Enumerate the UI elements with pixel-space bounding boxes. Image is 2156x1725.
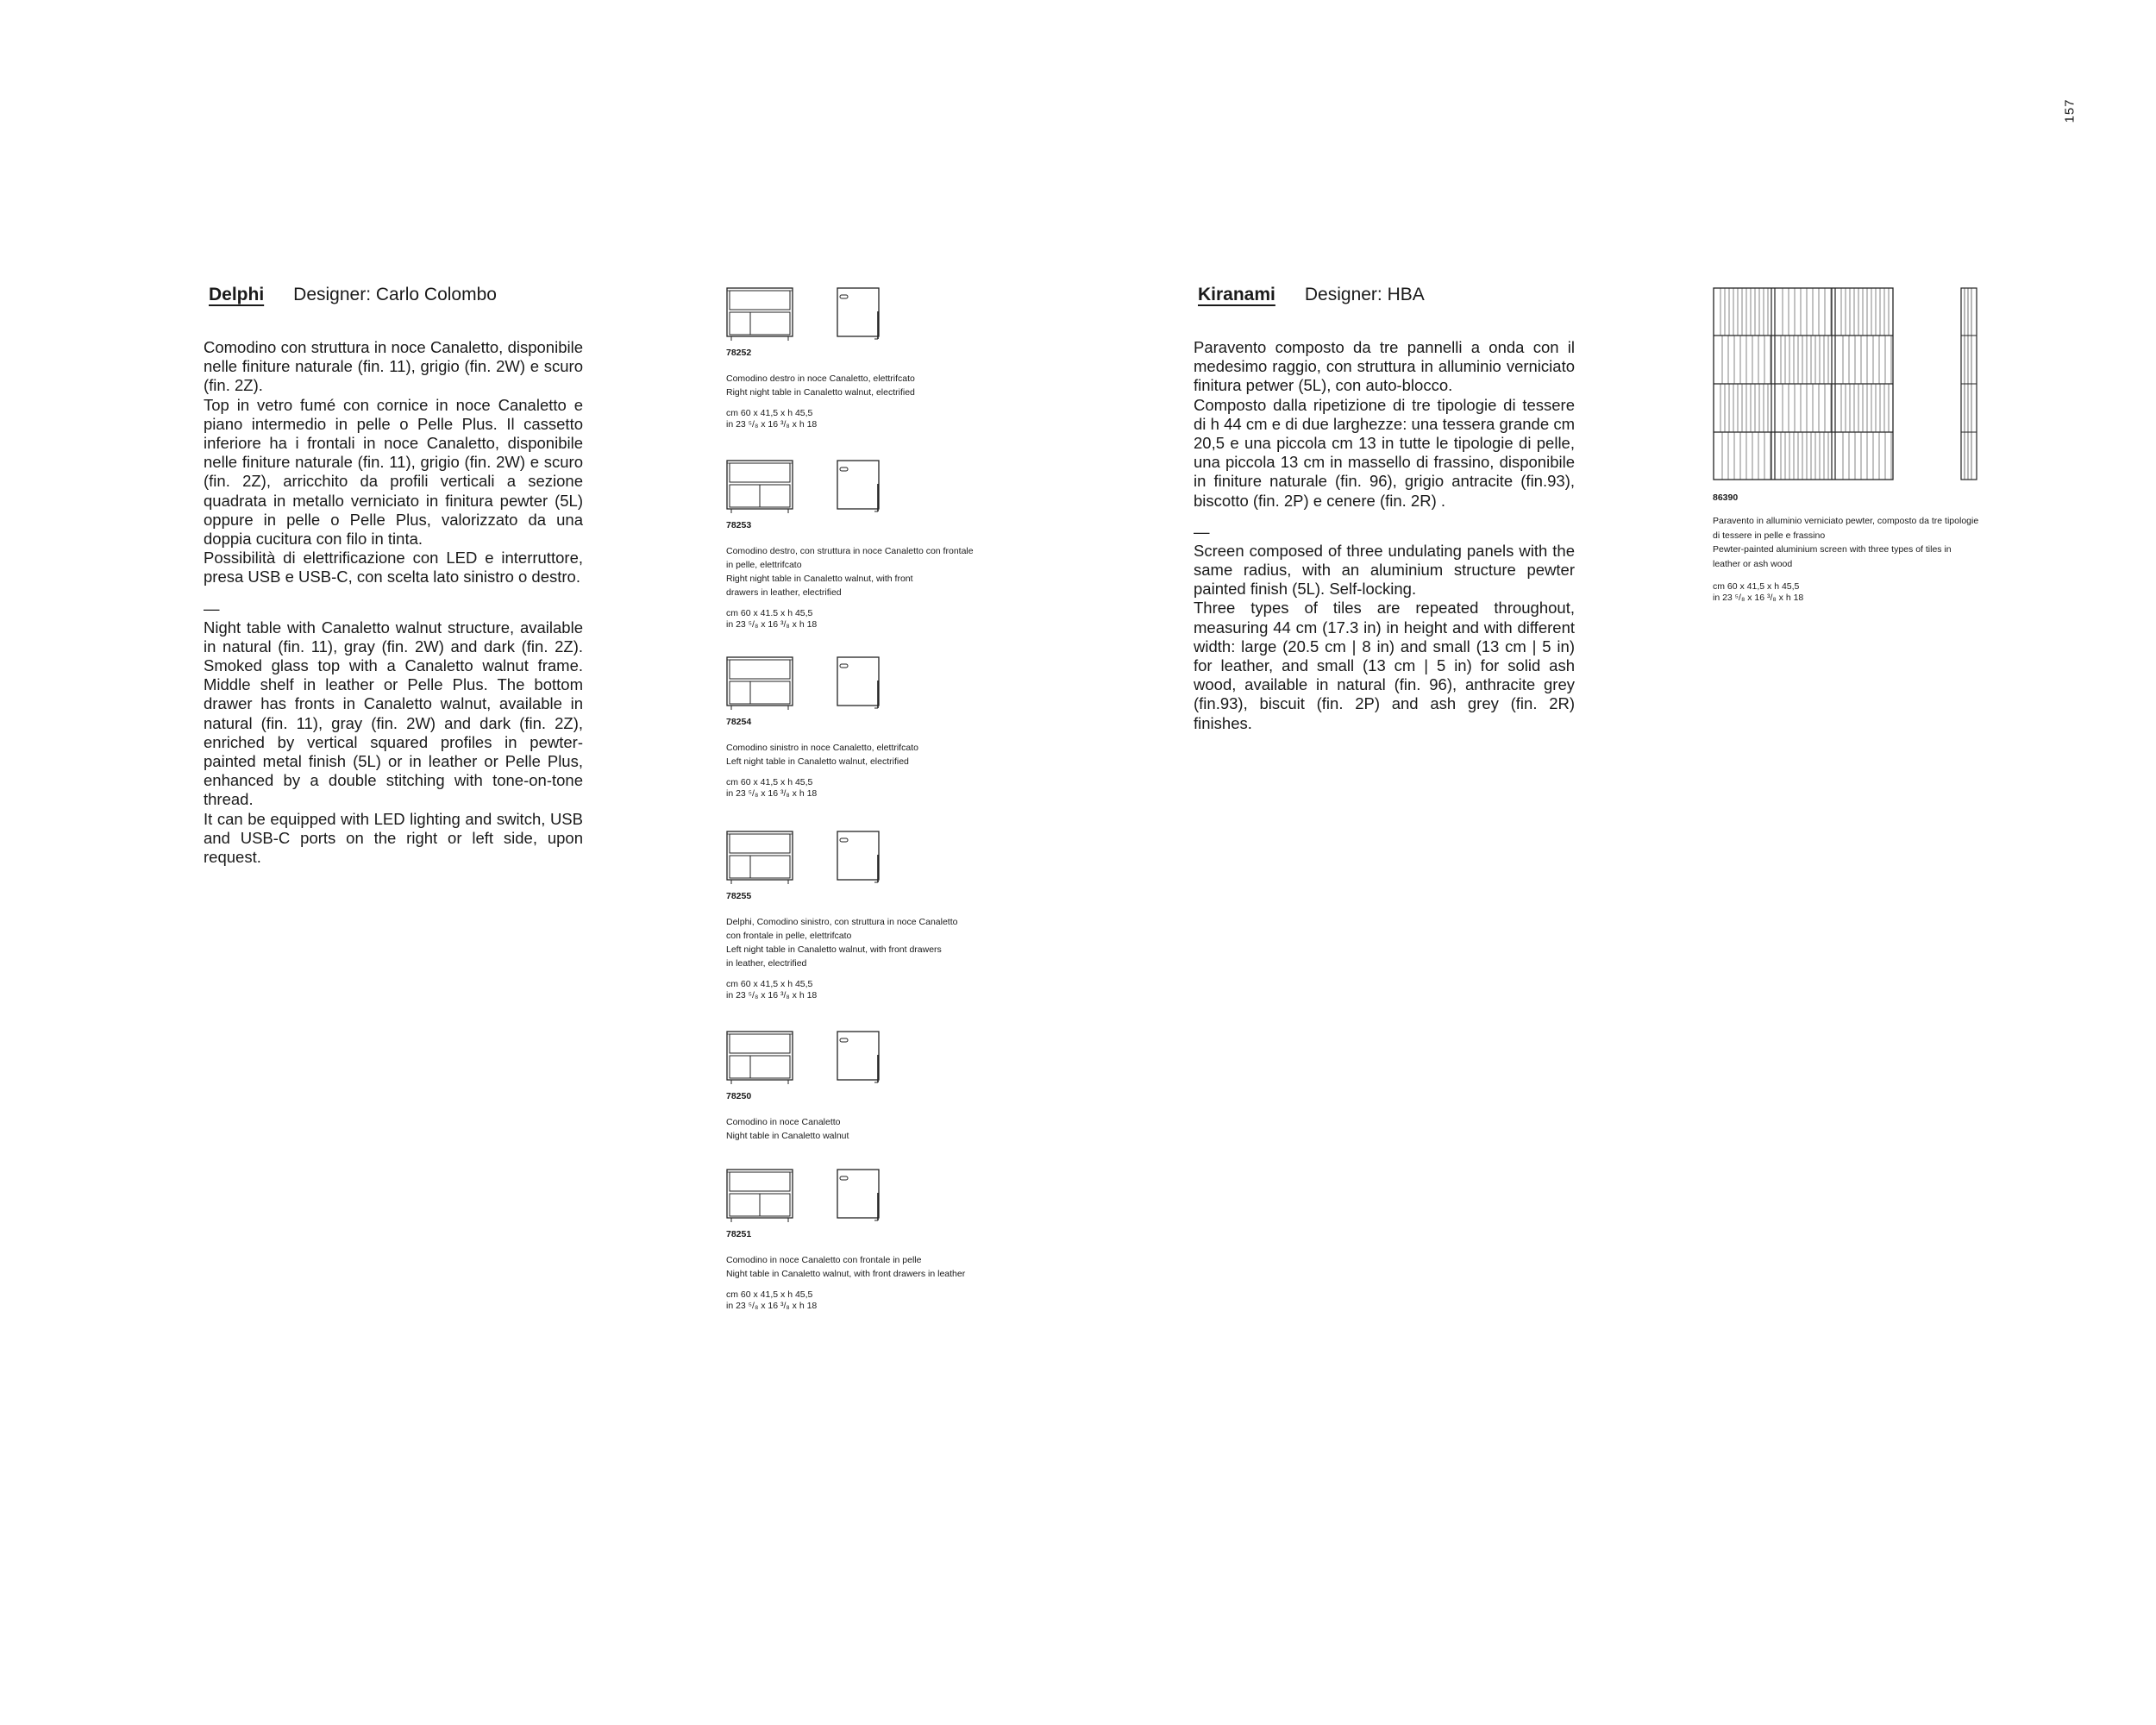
screen-product bbox=[1713, 287, 2032, 604]
screen-front-view-drawing bbox=[1713, 287, 1894, 482]
product-drawings bbox=[726, 656, 1054, 712]
product-code: 86390 bbox=[1713, 492, 1739, 503]
side-view-drawing bbox=[837, 460, 881, 515]
front-view-drawing bbox=[726, 656, 795, 712]
product-caption bbox=[726, 372, 1054, 399]
dimension-line: cm 60 x 41,5 x h 45,5 bbox=[726, 408, 813, 418]
delphi-it-paragraph: Top in vetro fumé con cornice in noce Canaletto e piano intermedio in pelle o Pelle Plus. Il cassetto inferiore ha i frontali in noce Canaletto, disponibile nelle finiture naturale (fin. 11), grigio (fin. 2W) e scuro (fin. 2Z), arricchito da profili verticali a sezione quadrata in metallo verniciato in finitura pewter (5L) oppure in pelle o Pelle Plus, valorizzato da una doppia cucitura con filo in tinta. bbox=[204, 395, 583, 549]
product-code: 78255 bbox=[726, 891, 752, 901]
product-name: Delphi bbox=[209, 285, 265, 304]
caption-line: Comodino in noce Canaletto con frontale in pelle bbox=[726, 1255, 922, 1265]
dimension-line: cm 60 x 41,5 x h 45,5 bbox=[726, 777, 813, 787]
screen-drawings bbox=[1713, 287, 2032, 482]
dimension-line: in 23 ⁵/₈ x 16 ³/₈ x h 18 bbox=[726, 990, 818, 1000]
kiranami-header bbox=[1198, 285, 1425, 305]
product-drawings bbox=[726, 287, 1054, 342]
product-dimensions bbox=[1713, 581, 2032, 604]
product-drawings bbox=[726, 1169, 1054, 1224]
caption-line: Pewter-painted aluminium screen with three types of tiles in bbox=[1713, 544, 1952, 555]
side-view-drawing bbox=[837, 656, 881, 712]
caption-line: Paravento in alluminio verniciato pewter, composto da tre tipologie bbox=[1713, 516, 1979, 526]
delphi-header bbox=[209, 285, 497, 305]
dimension-line: cm 60 x 41,5 x h 45,5 bbox=[726, 979, 813, 989]
dimension-line: cm 60 x 41,5 x h 45,5 bbox=[726, 1289, 813, 1300]
front-view-drawing bbox=[726, 831, 795, 886]
dimension-line: in 23 ⁵/₈ x 16 ³/₈ x h 18 bbox=[726, 788, 818, 799]
caption-line: Right night table in Canaletto walnut, electrified bbox=[726, 387, 915, 398]
delphi-it-paragraph: Comodino con struttura in noce Canaletto, disponibile nelle finiture naturale (fin. 11), grigio (fin. 2W) e scuro (fin. 2Z). bbox=[204, 338, 583, 395]
side-view-drawing bbox=[837, 1031, 881, 1086]
side-view-drawing bbox=[837, 287, 881, 342]
product-item bbox=[726, 656, 1054, 800]
product-dimensions bbox=[726, 408, 1054, 430]
delphi-en-paragraph: Night table with Canaletto walnut structure, available in natural (fin. 11), gray (fin. 2W) and dark (fin. 2Z). Smoked glass top with a Canaletto walnut frame. Middle shelf in leather or Pelle Plus. The bottom drawer has fronts in Canaletto walnut, available in natural (fin. 11), gray (fin. 2W) and dark (fin. 2Z), enriched by vertical squared profiles in pewter-painted metal finish (5L) or in leather or Pelle Plus, enhanced by a double stitching with tone-on-tone thread. bbox=[204, 618, 583, 809]
front-view-drawing bbox=[726, 287, 795, 342]
caption-line: con frontale in pelle, elettrifcato bbox=[726, 931, 852, 941]
product-code: 78252 bbox=[726, 348, 752, 358]
side-view-drawing bbox=[837, 831, 881, 886]
delphi-en-paragraph: It can be equipped with LED lighting and switch, USB and USB-C ports on the right or left side, upon request. bbox=[204, 809, 583, 867]
front-view-drawing bbox=[726, 460, 795, 515]
caption-line: drawers in leather, electrified bbox=[726, 587, 842, 598]
product-drawings bbox=[726, 831, 1054, 886]
caption-line: in pelle, elettrifcato bbox=[726, 560, 802, 570]
product-item bbox=[726, 287, 1054, 430]
product-code: 78254 bbox=[726, 717, 752, 727]
product-drawings bbox=[726, 460, 1054, 515]
delphi-it-paragraph: Possibilità di elettrificazione con LED e interruttore, presa USB e USB-C, con scelta lato sinistro o destro. bbox=[204, 549, 583, 586]
caption-line: in leather, electrified bbox=[726, 958, 807, 969]
product-drawings bbox=[726, 1031, 1054, 1086]
product-item bbox=[726, 1031, 1054, 1143]
kiranami-en-paragraph: Screen composed of three undulating panels with the same radius, with an aluminium structure pewter painted finish (5L). Self-locking. bbox=[1194, 541, 1575, 599]
kiranami-description bbox=[1194, 338, 1575, 733]
kiranami-en-paragraph: Three types of tiles are repeated throughout, measuring 44 cm (17.3 in) in height and with different width: large (20.5 cm | 8 in) and small (13 cm | 5 in) for leather, and small (13 cm | 5 in) for solid ash wood, available in natural (fin. 96), anthracite grey (fin.93), biscuit (fin. 2P) and ash grey (fin. 2R) finishes. bbox=[1194, 599, 1575, 732]
product-caption bbox=[726, 1115, 1054, 1143]
designer-name: Designer: Carlo Colombo bbox=[293, 285, 497, 304]
page-number: 157 bbox=[2062, 98, 2078, 123]
product-caption bbox=[726, 1253, 1054, 1281]
caption-line: Night table in Canaletto walnut, with front drawers in leather bbox=[726, 1269, 966, 1279]
caption-line: leather or ash wood bbox=[1713, 558, 1793, 569]
product-caption bbox=[1713, 514, 2032, 571]
front-view-drawing bbox=[726, 1169, 795, 1224]
dimension-line: cm 60 x 41,5 x h 45,5 bbox=[1713, 581, 1800, 592]
product-item bbox=[726, 831, 1054, 1001]
caption-line: Night table in Canaletto walnut bbox=[726, 1131, 849, 1141]
front-view-drawing bbox=[726, 1031, 795, 1086]
product-item bbox=[726, 460, 1054, 630]
caption-line: Comodino destro, con struttura in noce Canaletto con frontale bbox=[726, 546, 974, 556]
product-dimensions bbox=[726, 777, 1054, 800]
caption-line: Right night table in Canaletto walnut, with front bbox=[726, 574, 913, 584]
dimension-line: in 23 ⁵/₈ x 16 ³/₈ x h 18 bbox=[726, 1301, 818, 1311]
designer-name: Designer: HBA bbox=[1304, 285, 1425, 304]
product-code: 78253 bbox=[726, 520, 752, 530]
kiranami-it-paragraph: Composto dalla ripetizione di tre tipologie di tessere di h 44 cm e di due larghezze: una tessera grande cm 20,5 e una piccola cm 13 in tutte le tipologie di pelle, una piccola 13 cm in massello di frassino, disponibile in finiture naturale (fin. 96), grigio antracite (fin.93), biscotto (fin. 2P) e cenere (fin. 2R) . bbox=[1194, 395, 1575, 510]
product-caption bbox=[726, 915, 1054, 970]
dimension-line: cm 60 x 41.5 x h 45,5 bbox=[726, 608, 813, 618]
separator: — bbox=[204, 599, 220, 618]
product-name: Kiranami bbox=[1198, 285, 1275, 304]
dimension-line: in 23 ⁵/₈ x 16 ³/₈ x h 18 bbox=[726, 419, 818, 430]
product-item bbox=[726, 1169, 1054, 1312]
caption-line: Left night table in Canaletto walnut, electrified bbox=[726, 756, 909, 767]
separator: — bbox=[1194, 522, 1210, 541]
caption-line: Left night table in Canaletto walnut, with front drawers bbox=[726, 944, 942, 955]
caption-line: Delphi, Comodino sinistro, con struttura in noce Canaletto bbox=[726, 917, 958, 927]
caption-line: Comodino destro in noce Canaletto, elettrifcato bbox=[726, 373, 915, 384]
caption-line: Comodino sinistro in noce Canaletto, elettrifcato bbox=[726, 743, 918, 753]
product-dimensions bbox=[726, 608, 1054, 630]
dimension-line: in 23 ⁵/₈ x 16 ³/₈ x h 18 bbox=[1713, 593, 1804, 603]
caption-line: di tessere in pelle e frassino bbox=[1713, 530, 1826, 541]
side-view-drawing bbox=[837, 1169, 881, 1224]
product-code: 78250 bbox=[726, 1091, 752, 1101]
caption-line: Comodino in noce Canaletto bbox=[726, 1117, 841, 1127]
dimension-line: in 23 ⁵/₈ x 16 ³/₈ x h 18 bbox=[726, 619, 818, 630]
product-dimensions bbox=[726, 979, 1054, 1001]
kiranami-it-paragraph: Paravento composto da tre pannelli a onda con il medesimo raggio, con struttura in alluminio verniciato finitura petwer (5L), con auto-blocco. bbox=[1194, 338, 1575, 395]
screen-side-view-drawing bbox=[1959, 287, 1980, 482]
delphi-description bbox=[204, 338, 583, 867]
product-caption bbox=[726, 544, 1054, 599]
product-dimensions bbox=[726, 1289, 1054, 1312]
product-caption bbox=[726, 741, 1054, 768]
product-code: 78251 bbox=[726, 1229, 752, 1239]
